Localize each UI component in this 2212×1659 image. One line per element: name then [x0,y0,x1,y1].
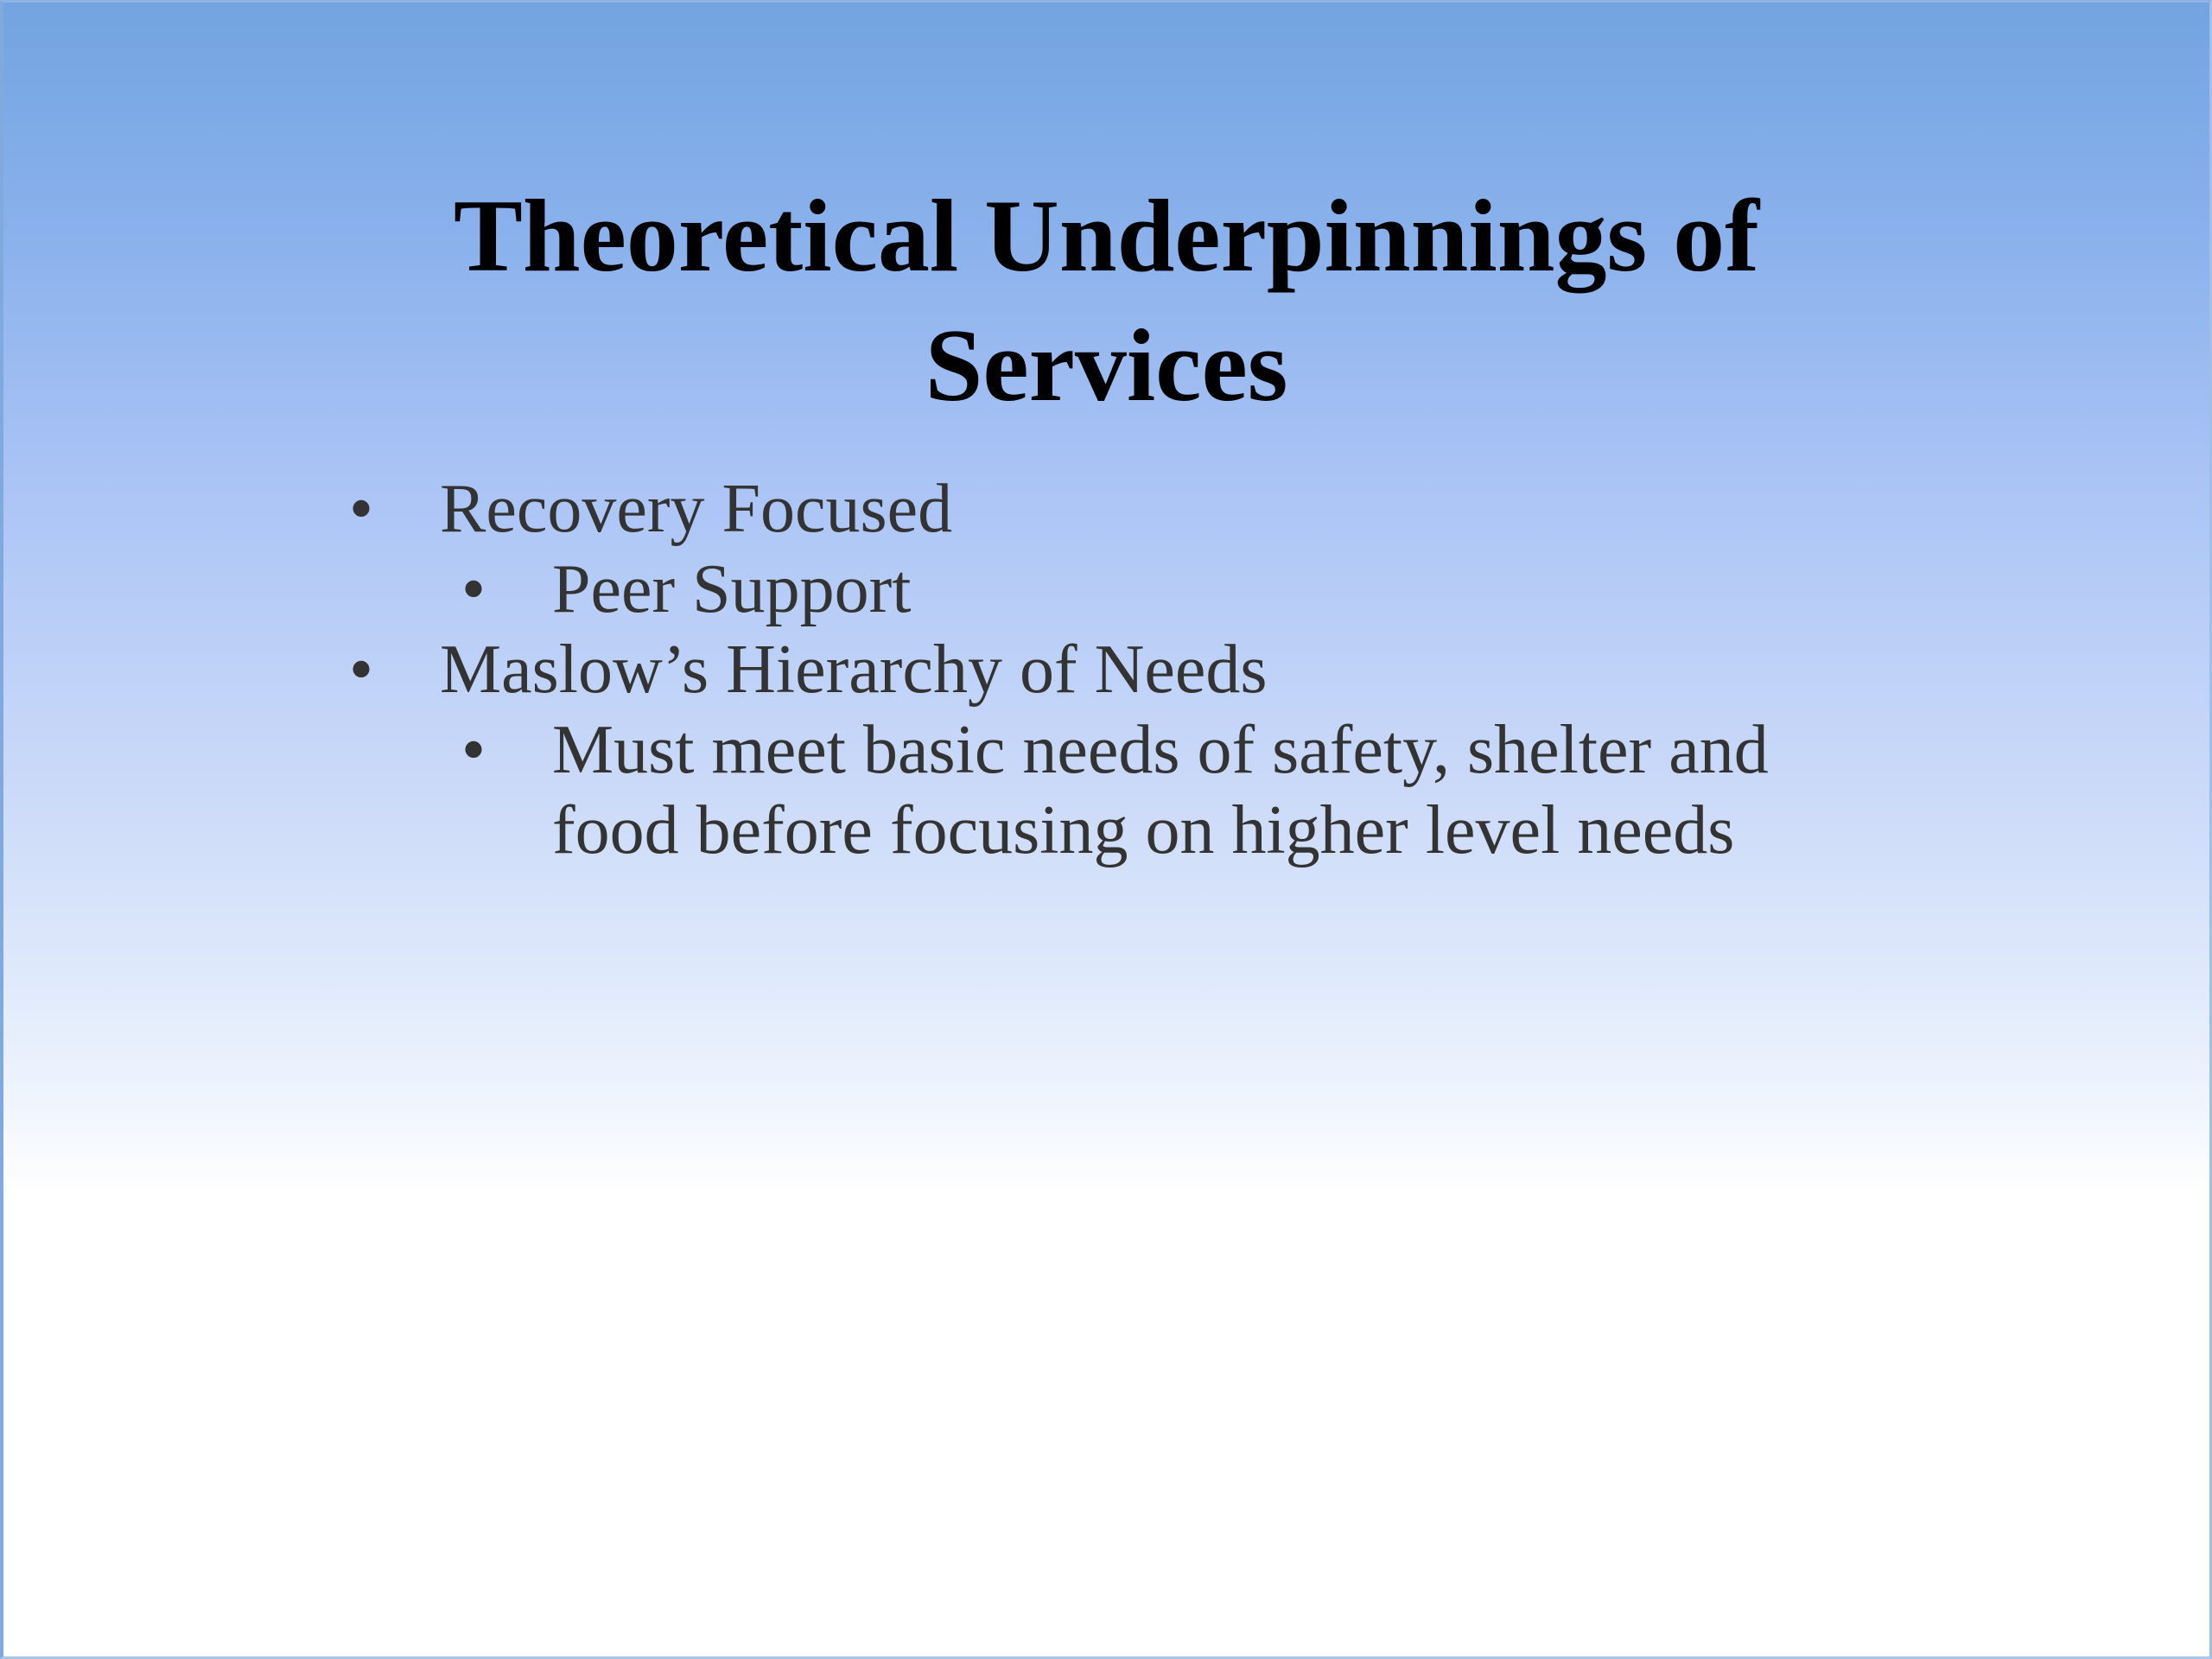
bullet-icon: • [461,551,486,627]
bullet-icon: • [349,471,374,547]
bullet-text: Peer Support [552,551,912,627]
bullet-item-basic-needs [349,710,1818,871]
bullet-text: Recovery Focused [440,471,953,547]
slide-title-line-2: Services [925,308,1288,423]
bullet-icon: • [461,712,486,788]
bullet-text: Must meet basic needs of safety, shelter and food before focusing on higher level needs [552,712,1769,868]
bullet-text: Maslow’s Hierarchy of Needs [440,632,1268,708]
bullet-item-maslow [349,630,1818,710]
bullet-list [349,469,1818,871]
slide-title-line-1: Theoretical Underpinnings of [453,178,1760,293]
slide-title [3,171,2209,430]
bullet-item-recovery-focused [349,469,1818,550]
bullet-icon: • [349,632,374,708]
bullet-item-peer-support [349,550,1818,630]
